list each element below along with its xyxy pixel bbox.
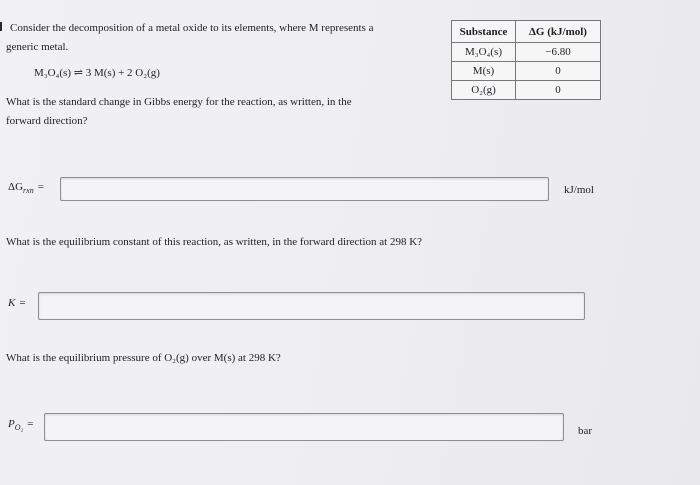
k-label: K = <box>8 297 26 309</box>
delta-g-unit: kJ/mol <box>564 184 594 196</box>
table-row <box>452 43 601 62</box>
delta-g-label: $\Delta G_{rxn}$ = <box>8 181 44 196</box>
cell-substance: M(s) <box>452 62 516 81</box>
question-p-o2: What is the equilibrium pressure of O₂(g) over M(s) at 298 K? <box>6 352 281 364</box>
question-k: What is the equilibrium constant of this reaction, as written, in the forward direction at 298 K? <box>6 236 423 248</box>
left-edge-marker <box>0 22 2 31</box>
cell-value: 0 <box>516 81 601 100</box>
p-o2-label: $P_{O_2}$ = <box>8 418 34 433</box>
p-o2-unit: bar <box>578 425 593 437</box>
intro-text: Consider the decomposition of a metal oxide to its elements, where M represents a generic metal. <box>6 19 401 57</box>
table-row <box>452 81 601 100</box>
cell-value: −6.80 <box>516 43 601 62</box>
gibbs-energy-table <box>451 20 601 100</box>
table-header-row <box>452 21 601 43</box>
p-o2-input[interactable] <box>44 413 564 441</box>
question-delta-g: What is the standard change in Gibbs energy for the reaction, as written, in the forward direction? <box>6 96 352 127</box>
table-row <box>452 62 601 81</box>
header-delta-g: ΔG (kJ/mol) <box>516 21 601 43</box>
k-input[interactable] <box>38 292 585 320</box>
cell-substance: M₃O₄(s) <box>452 43 516 62</box>
cell-substance: O₂(g) <box>452 81 516 100</box>
delta-g-input[interactable] <box>60 177 549 201</box>
header-substance: Substance <box>452 21 516 43</box>
cell-value: 0 <box>516 62 601 81</box>
reaction-equation: M₃O₄(s) ⇌ 3 M(s) + 2 O₂(g) <box>34 67 160 79</box>
